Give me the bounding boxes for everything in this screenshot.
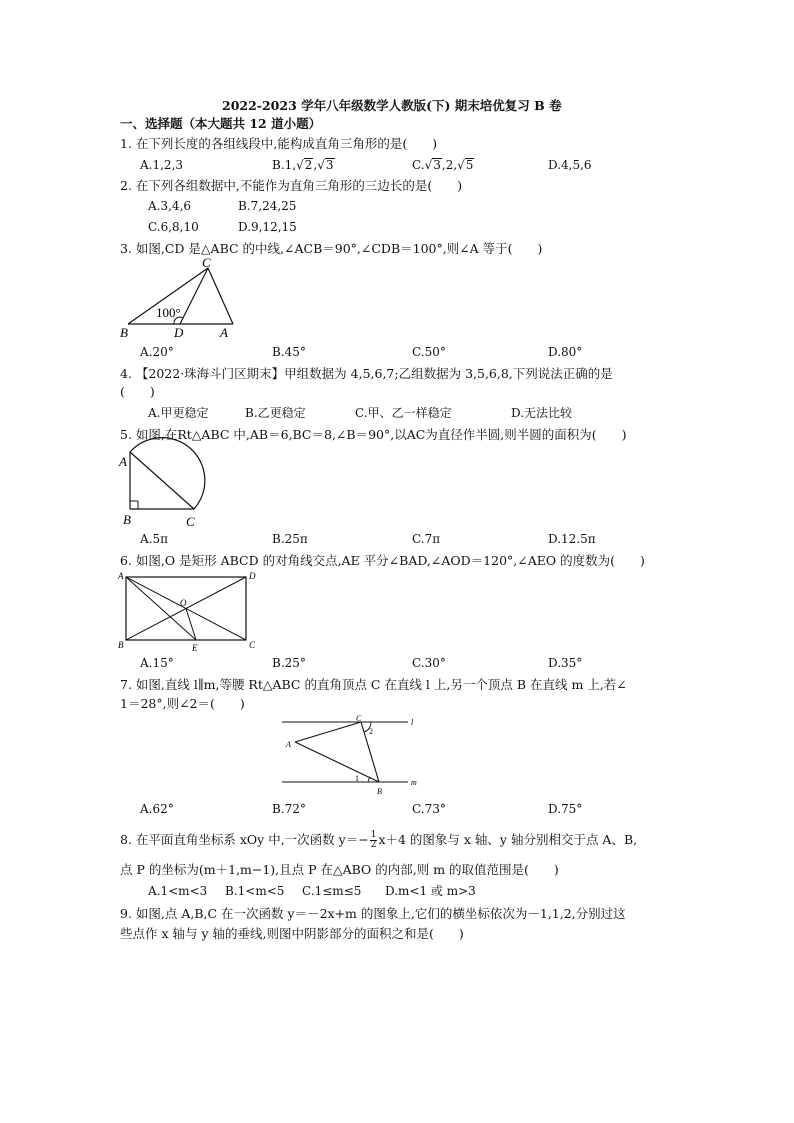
q1-c-mid: ,2, bbox=[441, 158, 458, 172]
q1-b-radicand2: 3 bbox=[325, 158, 334, 172]
q2-option-c: C.6,8,10 bbox=[148, 220, 199, 234]
q8-fraction bbox=[370, 831, 378, 850]
q3-option-d: D.80° bbox=[548, 345, 583, 359]
q7-option-b: B.72° bbox=[272, 802, 306, 816]
q1-c-radicand2: 5 bbox=[465, 158, 474, 172]
q5-semicircle-figure bbox=[118, 446, 218, 528]
q3-option-c: C.50° bbox=[412, 345, 446, 359]
q7-option-d: D.75° bbox=[548, 802, 583, 816]
q5-option-c: C.7π bbox=[412, 532, 441, 546]
q8-option-c: C.1≤m≤5 bbox=[302, 884, 362, 898]
q6-label-c: C bbox=[249, 640, 256, 650]
q8-frac-num: 1 bbox=[370, 830, 377, 840]
q3-label-d: D bbox=[174, 325, 184, 340]
q5-option-d: D.12.5π bbox=[548, 532, 596, 546]
q3-angle-label: 100° bbox=[156, 305, 181, 320]
q7-parallel-lines-figure bbox=[278, 714, 428, 798]
sqrt-icon: √ bbox=[296, 158, 304, 172]
q7-angle-1: 1 bbox=[355, 774, 359, 783]
q8-stem-b: x＋4 的图象与 x 轴、y 轴分别相交于点 A、B, bbox=[378, 832, 638, 847]
q6-stem: 6. 如图,O 是矩形 ABCD 的对角线交点,AE 平分∠BAD,∠AOD＝120°,∠AEO 的度数为( ) bbox=[120, 553, 645, 568]
q5-label-b: B bbox=[123, 512, 131, 527]
q1-b-sep: , bbox=[313, 158, 318, 172]
q6-label-d: D bbox=[249, 571, 256, 581]
q1-option-d: D.4,5,6 bbox=[548, 158, 592, 172]
q7-stem: 7. 如图,直线 l∥m,等腰 Rt△ABC 的直角顶点 C 在直线 l 上,另一个顶点 B 在直线 m 上,若∠ bbox=[120, 677, 627, 692]
q6-rectangle-figure bbox=[116, 568, 256, 656]
q1-b-prefix: B.1, bbox=[272, 158, 297, 172]
q9-stem-cont: 些点作 x 轴与 y 轴的垂线,则图中阴影部分的面积之和是( ) bbox=[120, 926, 464, 941]
q7-angle-2: 2 bbox=[369, 727, 373, 736]
q8-frac-den: 2 bbox=[370, 840, 377, 850]
q7-stem-cont: 1＝28°,则∠2＝( ) bbox=[120, 696, 245, 711]
q1-option-c bbox=[412, 158, 474, 172]
q7-label-m: m bbox=[411, 778, 417, 787]
sqrt-icon: √ bbox=[424, 158, 433, 172]
q8-option-d: D.m<1 或 m>3 bbox=[385, 884, 476, 898]
q7-label-a: A bbox=[286, 740, 291, 749]
q3-label-b: B bbox=[120, 325, 128, 340]
page-title: 2022-2023 学年八年级数学人教版(下) 期末培优复习 B 卷 bbox=[222, 98, 562, 113]
section-heading: 一、选择题（本大题共 12 道小题） bbox=[120, 116, 322, 131]
q6-label-b: B bbox=[118, 640, 124, 650]
q5-label-a: A bbox=[119, 454, 127, 469]
q5-option-a: A.5π bbox=[140, 532, 169, 546]
q6-label-o: O bbox=[180, 598, 187, 608]
q8-option-a: A.1<m<3 bbox=[148, 884, 208, 898]
q2-option-d: D.9,12,15 bbox=[238, 220, 297, 234]
q1-stem: 1. 在下列长度的各组线段中,能构成直角三角形的是( ) bbox=[120, 136, 438, 151]
q3-option-a: A.20° bbox=[140, 345, 174, 359]
q4-option-b: B.乙更稳定 bbox=[245, 406, 306, 420]
q6-label-a: A bbox=[118, 571, 124, 581]
q4-option-a: A.甲更稳定 bbox=[148, 406, 209, 420]
q7-option-c: C.73° bbox=[412, 802, 446, 816]
q4-stem-cont: ( ) bbox=[120, 384, 155, 399]
q1-option-a: A.1,2,3 bbox=[140, 158, 184, 172]
q7-label-b: B bbox=[377, 787, 382, 796]
q3-option-b: B.45° bbox=[272, 345, 306, 359]
q3-label-c: C bbox=[202, 255, 211, 270]
q2-option-a: A.3,4,6 bbox=[148, 199, 192, 213]
q5-stem: 5. 如图,在Rt△ABC 中,AB＝6,BC＝8,∠B＝90°,以AC为直径作半圆,则半圆的面积为( ) bbox=[120, 427, 627, 442]
q4-option-c: C.甲、乙一样稳定 bbox=[355, 406, 452, 420]
q7-label-c: C bbox=[356, 714, 362, 723]
q1-c-radicand1: 3 bbox=[433, 158, 441, 172]
q8-option-b: B.1<m<5 bbox=[225, 884, 285, 898]
q5-option-b: B.25π bbox=[272, 532, 308, 546]
q7-option-a: A.62° bbox=[140, 802, 174, 816]
q1-c-prefix: C. bbox=[412, 158, 425, 172]
q8-stem-cont: 点 P 的坐标为(m＋1,m−1),且点 P 在△ABO 的内部,则 m 的取值范围是( ) bbox=[120, 862, 559, 877]
q6-option-c: C.30° bbox=[412, 656, 446, 670]
q5-label-c: C bbox=[186, 514, 195, 529]
q4-stem: 4. 【2022·珠海斗门区期末】甲组数据为 4,5,6,7;乙组数据为 3,5,6,8,下列说法正确的是 bbox=[120, 366, 613, 381]
q3-label-a: A bbox=[220, 325, 228, 340]
q6-option-a: A.15° bbox=[140, 656, 174, 670]
q1-b-radicand1: 2 bbox=[304, 158, 313, 172]
q2-stem: 2. 在下列各组数据中,不能作为直角三角形的三边长的是( ) bbox=[120, 178, 463, 193]
q3-stem: 3. 如图,CD 是△ABC 的中线,∠ACB＝90°,∠CDB＝100°,则∠A 等于( ) bbox=[120, 241, 543, 256]
q9-stem: 9. 如图,点 A,B,C 在一次函数 y＝－2x+m 的图象上,它们的横坐标依次为－1,1,2,分别过这 bbox=[120, 906, 626, 921]
q8-stem-a: 8. 在平面直角坐标系 xOy 中,一次函数 y＝− bbox=[120, 832, 369, 847]
q6-option-d: D.35° bbox=[548, 656, 583, 670]
q4-option-d: D.无法比较 bbox=[511, 406, 573, 420]
q6-option-b: B.25° bbox=[272, 656, 306, 670]
q1-option-b bbox=[272, 158, 335, 172]
sqrt-icon: √ bbox=[457, 158, 465, 172]
q8-stem bbox=[120, 829, 637, 851]
q2-option-b: B.7,24,25 bbox=[238, 199, 297, 213]
q3-triangle-figure bbox=[118, 256, 238, 341]
q6-label-e: E bbox=[192, 643, 198, 653]
q7-label-l: l bbox=[411, 718, 414, 727]
sqrt-icon: √ bbox=[317, 158, 325, 172]
